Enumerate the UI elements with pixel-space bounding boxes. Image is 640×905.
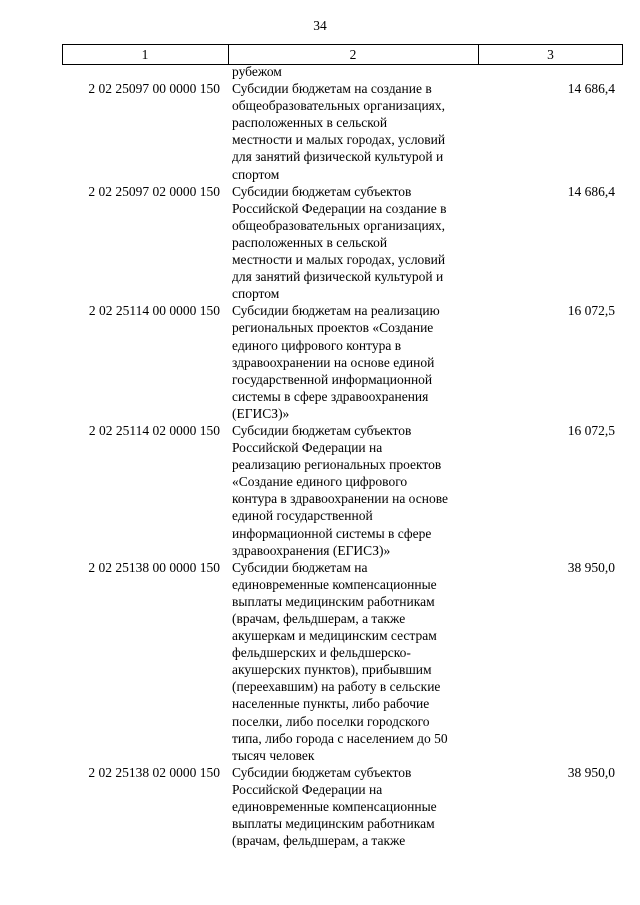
amount <box>478 63 623 80</box>
budget-code: 2 02 25138 02 0000 150 <box>88 764 220 780</box>
description-line: акушеркам и медицинским сестрам <box>232 628 437 644</box>
description-line: единой государственной <box>232 508 373 524</box>
description-line: Субсидии бюджетам субъектов <box>232 422 412 438</box>
table-row <box>62 80 623 183</box>
description-line: контура в здравоохранении на основе <box>232 491 449 507</box>
amount: 14 686,4 <box>567 183 615 199</box>
description <box>228 183 478 303</box>
description-line: Субсидии бюджетам субъектов <box>232 183 412 199</box>
description-line: Российской Федерации на <box>232 781 383 797</box>
description <box>228 63 478 80</box>
table-header <box>62 44 623 65</box>
table-row <box>62 302 623 422</box>
description-line: для занятий физической культурой и <box>232 149 444 165</box>
description-line: для занятий физической культурой и <box>232 269 444 285</box>
description-line: расположенных в сельской <box>232 115 388 131</box>
description-line: спортом <box>232 286 280 302</box>
description-line: государственной информационной <box>232 371 433 387</box>
description-line: поселки, либо поселки городского <box>232 713 430 729</box>
description-line: Субсидии бюджетам на реализацию <box>232 303 440 319</box>
description <box>228 764 478 849</box>
description-line: акушерских пунктов), прибывшим <box>232 662 432 678</box>
description-line: населенные пункты, либо рабочие <box>232 696 430 712</box>
table-row <box>62 764 623 849</box>
description <box>228 422 478 559</box>
description-line: единовременные компенсационные <box>232 576 437 592</box>
budget-code: 2 02 25114 02 0000 150 <box>88 422 220 438</box>
description-line: расположенных в сельской <box>232 234 388 250</box>
description-line: системы в сфере здравоохранения <box>232 388 429 404</box>
header-col-3: 3 <box>547 47 554 62</box>
amount: 14 686,4 <box>567 81 615 97</box>
description <box>228 559 478 764</box>
description-line: (врачам, фельдшерам, а также <box>232 611 406 626</box>
amount: 38 950,0 <box>567 764 615 780</box>
table-body <box>62 63 623 849</box>
description-line: Субсидии бюджетам субъектов <box>232 764 412 780</box>
description-line: общеобразовательных организациях, <box>232 98 446 114</box>
description-line: рубежом <box>232 64 282 79</box>
description-line: (ЕГИСЗ)» <box>232 405 290 421</box>
description-line: «Создание единого цифрового <box>232 474 408 490</box>
description-line: местности и малых городах, условий <box>232 132 446 148</box>
description-line: информационной системы в сфере <box>232 525 432 541</box>
description-line: здравоохранении на основе единой <box>232 354 435 370</box>
description-line: выплаты медицинским работникам <box>232 816 435 832</box>
description-line: местности и малых городах, условий <box>232 252 446 268</box>
page-number: 34 <box>313 18 327 33</box>
table-row <box>62 183 623 303</box>
description-line: общеобразовательных организациях, <box>232 217 446 233</box>
description <box>228 80 478 183</box>
description-line: фельдшерских и фельдшерско- <box>232 645 411 661</box>
description-line: спортом <box>232 166 280 182</box>
description-line: Субсидии бюджетам на <box>232 559 368 575</box>
description-line: (врачам, фельдшерам, а также <box>232 833 406 849</box>
description-line: Субсидии бюджетам на создание в <box>232 81 432 97</box>
description-line: реализацию региональных проектов <box>232 457 442 473</box>
description-line: региональных проектов «Создание <box>232 320 434 336</box>
budget-code: 2 02 25097 02 0000 150 <box>88 183 220 199</box>
description-line: здравоохранения (ЕГИСЗ)» <box>232 542 391 558</box>
description-line: Российской Федерации на <box>232 440 383 456</box>
description-line: выплаты медицинским работникам <box>232 593 435 609</box>
amount: 16 072,5 <box>567 303 615 319</box>
table-row <box>62 63 623 80</box>
header-col-1: 1 <box>141 47 149 62</box>
amount: 38 950,0 <box>567 559 615 575</box>
budget-code <box>62 63 228 80</box>
budget-code: 2 02 25138 00 0000 150 <box>88 559 220 575</box>
description-line: единовременные компенсационные <box>232 799 437 815</box>
budget-code: 2 02 25114 00 0000 150 <box>88 303 220 319</box>
budget-code: 2 02 25097 00 0000 150 <box>88 81 220 97</box>
amount: 16 072,5 <box>567 422 615 438</box>
description <box>228 302 478 422</box>
description-line: типа, либо города с населением до 50 <box>232 730 448 746</box>
table-row <box>62 422 623 559</box>
header-col-2: 2 <box>349 47 357 62</box>
table-row <box>62 559 623 764</box>
description-line: единого цифрового контура в <box>232 337 402 353</box>
description-line: Российской Федерации на создание в <box>232 200 447 216</box>
description-line: тысяч человек <box>232 747 315 763</box>
description-line: (переехавшим) на работу в сельские <box>232 679 441 695</box>
